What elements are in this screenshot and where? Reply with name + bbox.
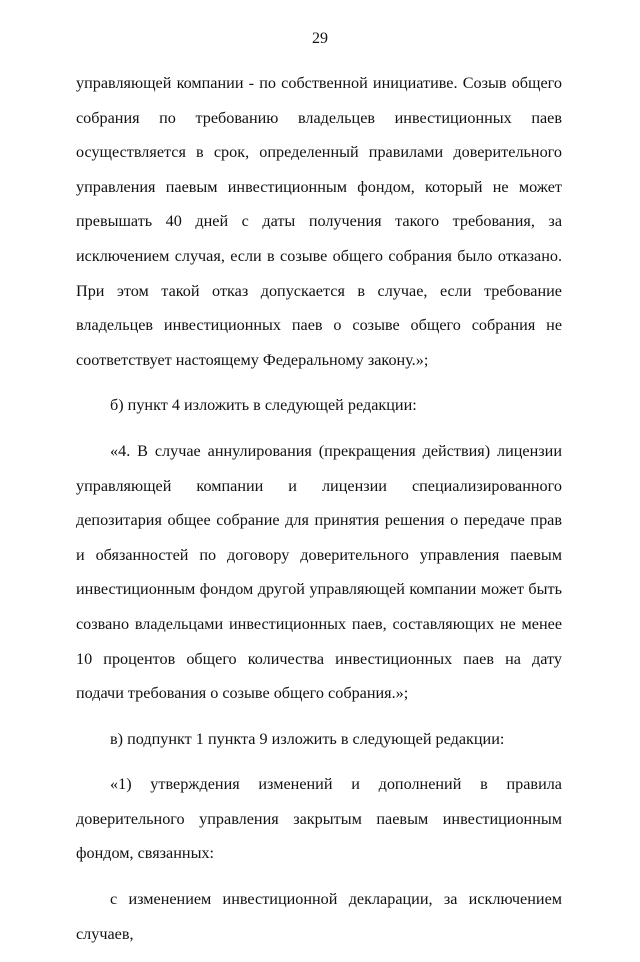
paragraph-declaration: с изменением инвестиционной декларации, за исключением случаев, — [76, 890, 562, 943]
paragraph-item-b: б) пункт 4 изложить в следующей редакции: — [110, 396, 417, 415]
paragraph-item-v: в) подпункт 1 пункта 9 изложить в следующей редакции: — [110, 729, 505, 748]
paragraph-subitem-1: «1) утверждения изменений и дополнений в правила доверительного управления закрытым паевым инвестиционным фондом, связанных: — [76, 775, 562, 863]
paragraph-continuation: управляющей компании - по собственной инициативе. Созыв общего собрания по требованию владельцев инвестиционных паев осуществляется в срок, определенный правилами доверительного управления паевым инвестиционным фондом, который не может превышать 40 дней с даты получения такого требования, за исключением случая, если в созыве общего собрания было отказано. При этом такой отказ допускается в случае, если требование владельцев инвестиционных паев о созыве общего собрания не соответствует настоящему Федеральному закону.»; — [76, 74, 562, 369]
page-number: 29 — [312, 30, 328, 47]
document-body — [76, 66, 562, 962]
paragraph-clause-4: «4. В случае аннулирования (прекращения действия) лицензии управляющей компании и лицензии специализированного депозитария общее собрание для принятия решения о передаче прав и обязанностей по договору доверительного управления паевым инвестиционным фондом другой управляющей компании может быть созвано владельцами инвестиционных паев, составляющих не менее 10 процентов общего количества инвестиционных паев на дату подачи требования о созыве общего собрания.»; — [76, 441, 562, 703]
